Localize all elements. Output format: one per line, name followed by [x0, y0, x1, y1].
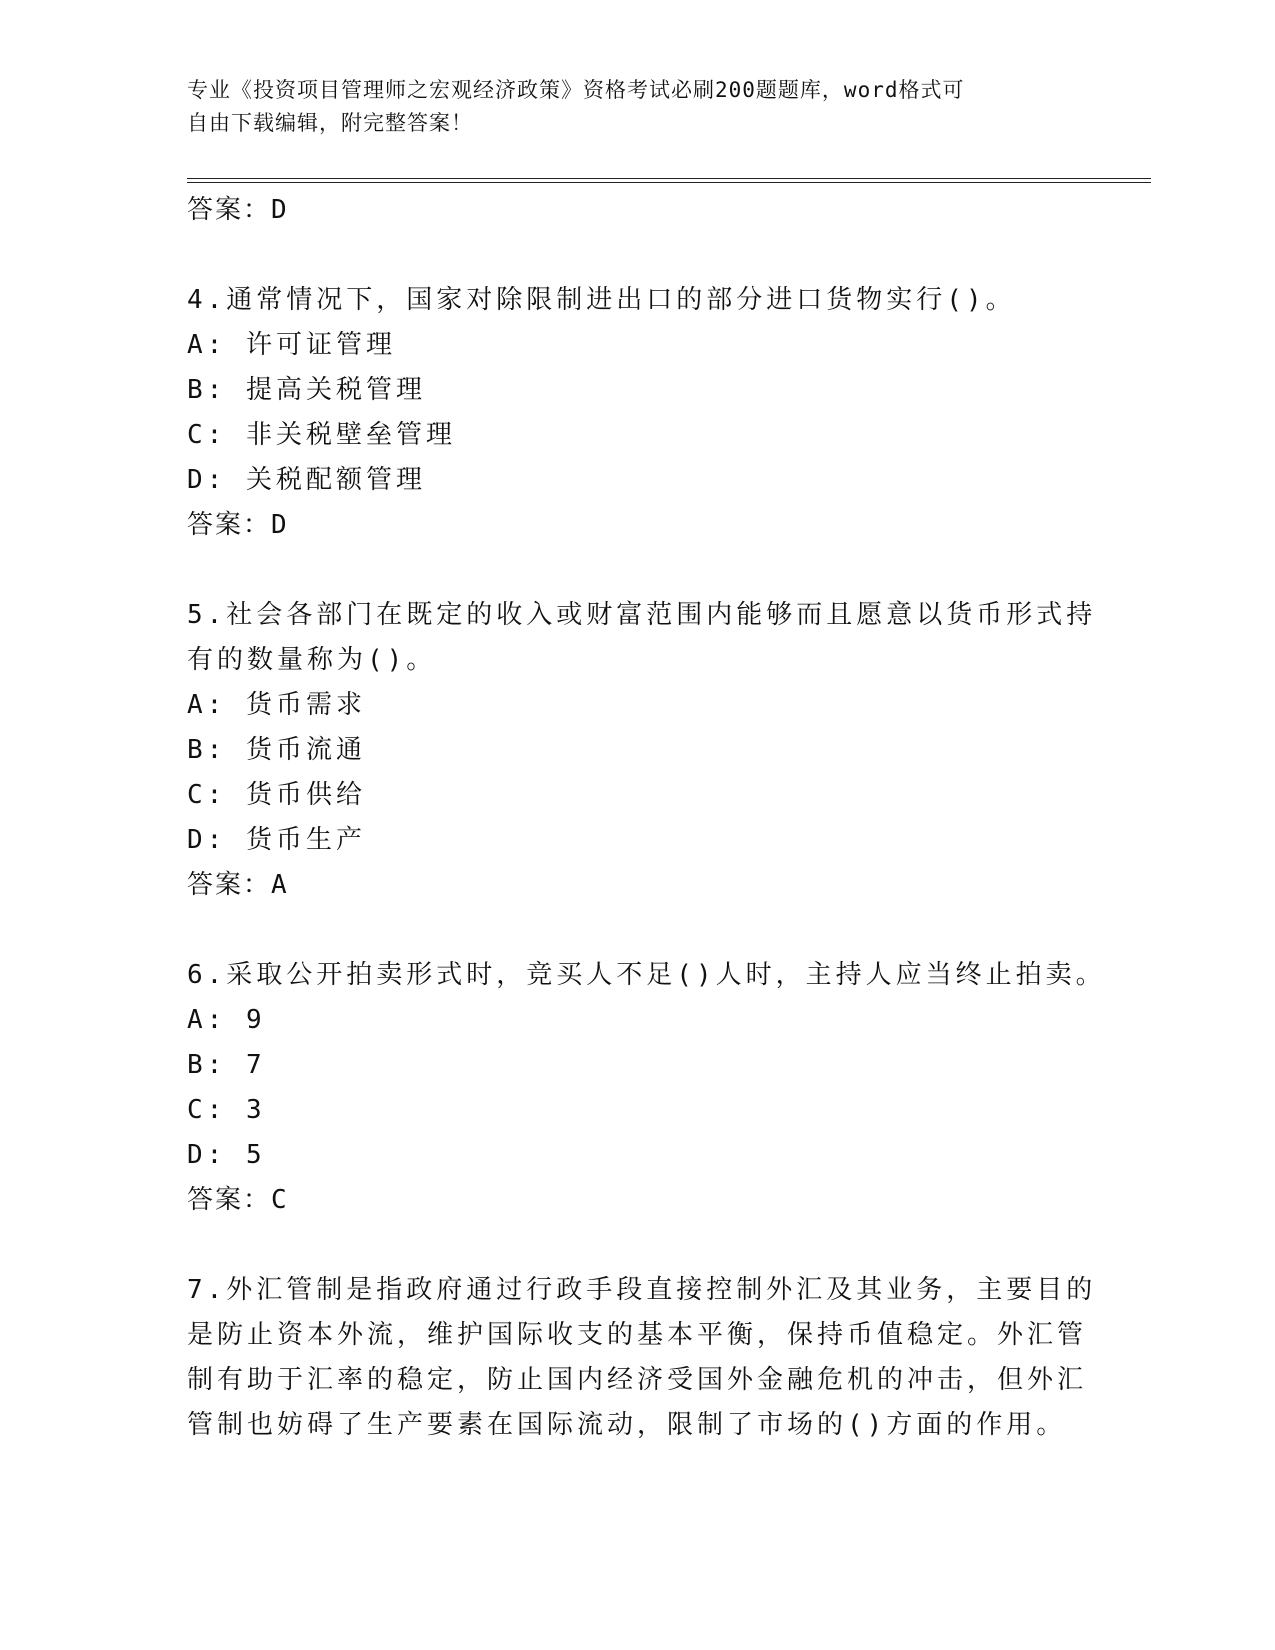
option-b: B: 提高关税管理 [187, 375, 426, 405]
option-b: B: 7 [187, 1050, 266, 1080]
question-text-line-3: 制有助于汇率的稳定，防止国内经济受国外金融危机的冲击，但外汇 [187, 1365, 1088, 1395]
option-a: A: 货币需求 [187, 690, 366, 720]
question-text-line-4: 管制也妨碍了生产要素在国际流动，限制了市场的()方面的作用。 [187, 1410, 1067, 1440]
question-text-line-2: 有的数量称为()。 [187, 645, 437, 675]
question-text-line-2: 是防止资本外流，维护国际收支的基本平衡，保持币值稳定。外汇管 [187, 1320, 1088, 1350]
answer: 答案：C [187, 1185, 289, 1215]
spacer [187, 908, 1067, 953]
question-text: 4.通常情况下，国家对除限制进出口的部分进口货物实行()。 [187, 285, 1016, 315]
option-d: D: 货币生产 [187, 825, 366, 855]
question-text: 6.采取公开拍卖形式时，竞买人不足()人时，主持人应当终止拍卖。 [187, 960, 1106, 990]
question-text-line-1: 5.社会各部门在既定的收入或财富范围内能够而且愿意以货币形式持 [187, 600, 1097, 630]
option-d: D: 关税配额管理 [187, 465, 426, 495]
answer: 答案：A [187, 870, 289, 900]
header-line-1: 专业《投资项目管理师之宏观经济政策》资格考试必刷200题题库，word格式可 [187, 78, 965, 102]
page-header [187, 74, 1067, 140]
spacer [187, 548, 1067, 593]
option-c: C: 3 [187, 1095, 266, 1125]
question-4 [187, 278, 1067, 548]
option-c: C: 货币供给 [187, 780, 366, 810]
question-5 [187, 593, 1097, 908]
option-c: C: 非关税壁垒管理 [187, 420, 456, 450]
spacer [187, 233, 1067, 278]
document-body [187, 188, 1106, 1448]
header-double-rule [187, 178, 1151, 183]
option-a: A: 许可证管理 [187, 330, 396, 360]
answer-q3: 答案：D [187, 195, 289, 225]
option-b: B: 货币流通 [187, 735, 366, 765]
option-d: D: 5 [187, 1140, 266, 1170]
spacer [187, 1223, 1067, 1268]
question-6 [187, 953, 1106, 1223]
header-line-2: 自由下载编辑，附完整答案！ [187, 111, 473, 135]
question-text-line-1: 7.外汇管制是指政府通过行政手段直接控制外汇及其业务，主要目的 [187, 1275, 1097, 1305]
question-7 [187, 1268, 1097, 1448]
option-a: A: 9 [187, 1005, 266, 1035]
answer: 答案：D [187, 510, 289, 540]
